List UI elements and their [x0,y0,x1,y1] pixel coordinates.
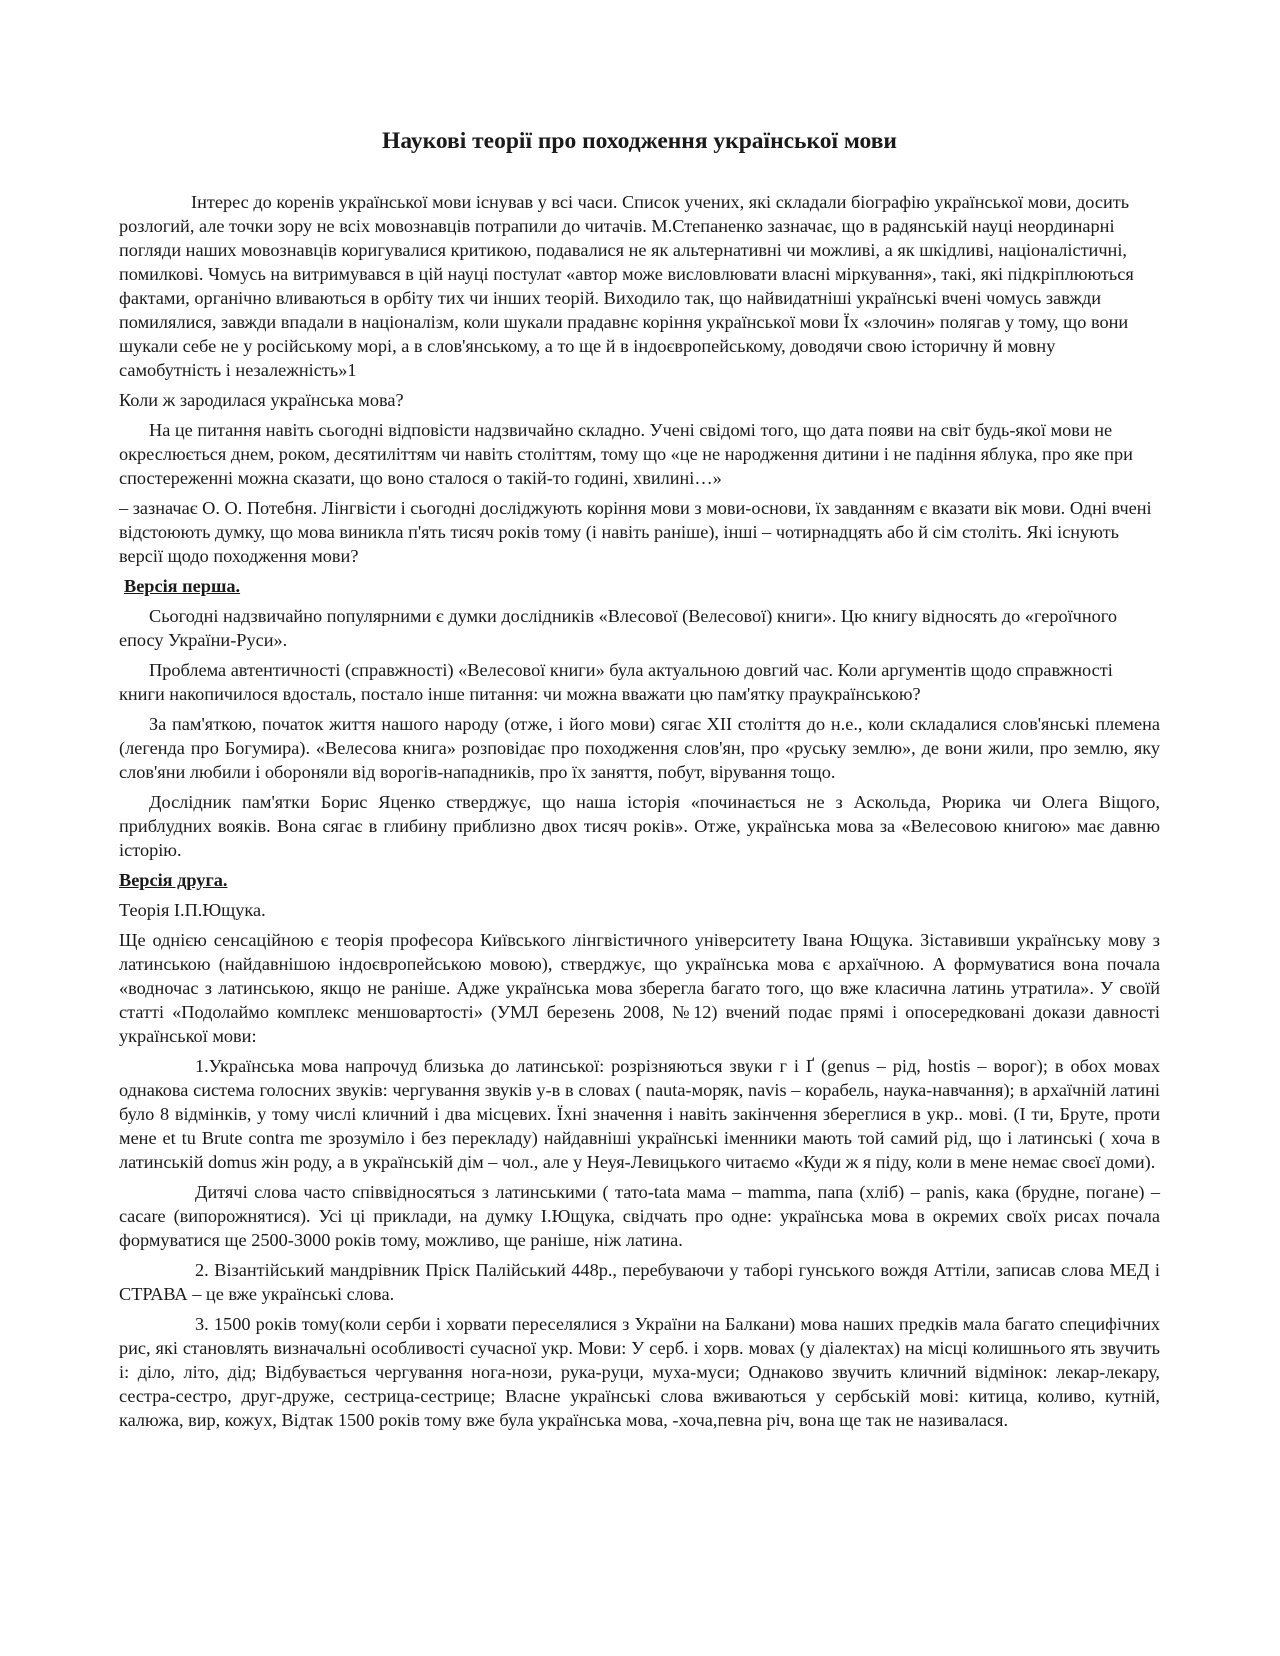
paragraph-yushchuk-intro: Ще однією сенсаційною є теорія професора Київського лінгвістичного університету Івана Ющука. Зіставивши українську мову з латинською (найдавнішою індоєвропейською мовою), стверджує, що українська мова є архаїчною. А формуватися вона почала «водночас з латинською, якщо не раніше. Адже українська мова зберегла багато того, що вже класична латинь утратила». У своїй статті «Подолаймо комплекс меншовартості» (УМЛ березень 2008, №12) вчений подає прямі і опосередковані докази давності української мови: [119,930,1160,1046]
paragraph-yatsenko: Дослідник пам'ятки Борис Яценко стверджує, що наша історія «починається не з Аскольда, Рюрика чи Олега Віщого, приблудних вояків. Вона сягає в глибину приблизно двох тисяч років». Отже, українська мова за «Велесовою книгою» має давню історію. [119,792,1160,860]
page-title: Наукові теорії про походження української мови [382,128,897,154]
paragraph-question: Коли ж зародилася українська мова? [119,390,404,410]
paragraph-answer: На це питання навіть сьогодні відповісти надзвичайно складно. Учені свідомі того, що дата появи на світ будь-якої мови не окреслюється днем, роком, десятиліттям чи навіть століттям, тому що «це не народження дитини і не падіння яблука, про яке при спостереженні можна сказати, що воно сталося о такій-то годині, хвилині…» [119,420,1133,488]
paragraph-intro: Інтерес до коренів української мови існував у всі часи. Список учених, які складали біографію української мови, досить розлогий, але точки зору не всіх мовознавців потрапили до читачів. М.Степаненко зазначає, що в радянській науці неординарні погляди наших мовознавців коригувалися критикою, подавалися не як альтернативні чи можливі, а як шкідливі, націоналістичні, помилкові. Чомусь на витримувався в цій науці постулат «автор може висловлювати власні міркування», такі, які підкріплюються фактами, органічно вливаються в орбіту тих чи інших теорій. Виходило так, що найвидатніші українські вчені чомусь завжди помилялися, завжди впадали в націоналізм, коли шукали прадавнє коріння української мови Їх «злочин» полягав у тому, що вони шукали себе не у російському морі, а в слов'янському, а то ще й в індоєвропейському, доводячи свою історичну й мовну самобутність і незалежність»1 [119,192,1134,380]
section-heading-version-one: Версія перша. [124,576,241,596]
paragraph-children-words: Дитячі слова часто співвідносяться з латинськими ( тато-tata мама – mamma, папа (хліб) – panis, кака (брудне, погане) – cacare (випорожнятися). Усі ці приклади, на думку І.Ющука, свідчать про одне: українська мова в окремих своїх рисах почала формуватися ще 2500-3000 років тому, можливо, ще раніше, ніж латина. [119,1182,1160,1250]
paragraph-veles-content: За пам'яткою, початок життя нашого народу (отже, і його мови) сягає XII століття до н.е., коли складалися слов'янські племена (легенда про Богумира). «Велесова книга» розповідає про походження слов'ян, про «руську землю», де вони жили, про землю, яку слов'яни любили і обороняли від ворогів-нападників, про їх заняття, побут, вірування тощо. [119,714,1160,782]
section-heading-version-two: Версія друга. [119,870,228,890]
document-page [119,118,1160,1438]
paragraph-point-one: 1.Українська мова напрочуд близька до латинської: розрізняються звуки г і Ґ (genus – рід, hostis – ворог); в обох мовах однакова система голосних звуків: чергування звуків у-в в словах ( nauta-моряк, navis – корабель, наука-навчання); в архаїчній латині було 8 відмінків, у тому числі кличний і два місцевих. Їхні значення і навіть закінчення збереглися в укр.. мові. (І ти, Бруте, проти мене et tu Brute contra me зрозуміло і без перекладу) найдавніші українські іменники мають той самий рід, що і латинські ( хоча в латинській domus жін роду, а в українській дім – чол., але у Неуя-Левицького читаємо «Куди ж я піду, коли в мене немає своєї доми). [119,1056,1160,1172]
paragraph-point-two: 2. Візантійський мандрівник Пріск Палійський 448р., перебуваючи у таборі гунського вождя Аттіли, записав слова МЕД і СТРАВА – це вже українські слова. [119,1260,1160,1304]
paragraph-yushchuk-theory: Теорія І.П.Ющука. [119,900,266,920]
paragraph-point-three: 3. 1500 років тому(коли серби і хорвати переселялися з України на Балкани) мова наших предків мала багато специфічних рис, які становлять визначальні особливості сучасної укр. Мови: У серб. і хорв. мовах (у діалектах) на місці колишнього ять звучить і: діло, літо, дід; Відбувається чергування нога-нози, рука-руци, муха-муси; Однаково звучить кличний відмінок: лекар-лекару, сестра-сестро, друг-друже, сестрица-сестрице; Власне українські слова вживаються у сербській мові: китица, коливо, кутній, калюжа, вир, кожух, Відтак 1500 років тому вже була українська мова, -хоча,певна річ, вона ще так не називалася. [119,1314,1160,1430]
paragraph-veles-popular: Сьогодні надзвичайно популярними є думки дослідників «Влесової (Велесової) книги». Цю книгу відносять до «героїчного епосу України-Руси». [119,606,1117,650]
paragraph-potebnia: – зазначає О. О. Потебня. Лінгвісти і сьогодні досліджують коріння мови з мови-основи, їх завданням є вказати вік мови. Одні вчені відстоюють думку, що мова виникла п'ять тисяч років тому (і навіть раніше), інші – чотирнадцять або й сім століть. Які існують версії щодо походження мови? [119,498,1152,566]
paragraph-veles-authenticity: Проблема автентичності (справжності) «Велесової книги» була актуальною довгий час. Коли аргументів щодо справжності книги накопичилося вдосталь, постало інше питання: чи можна вважати цю пам'ятку праукраїнською? [119,660,1113,704]
